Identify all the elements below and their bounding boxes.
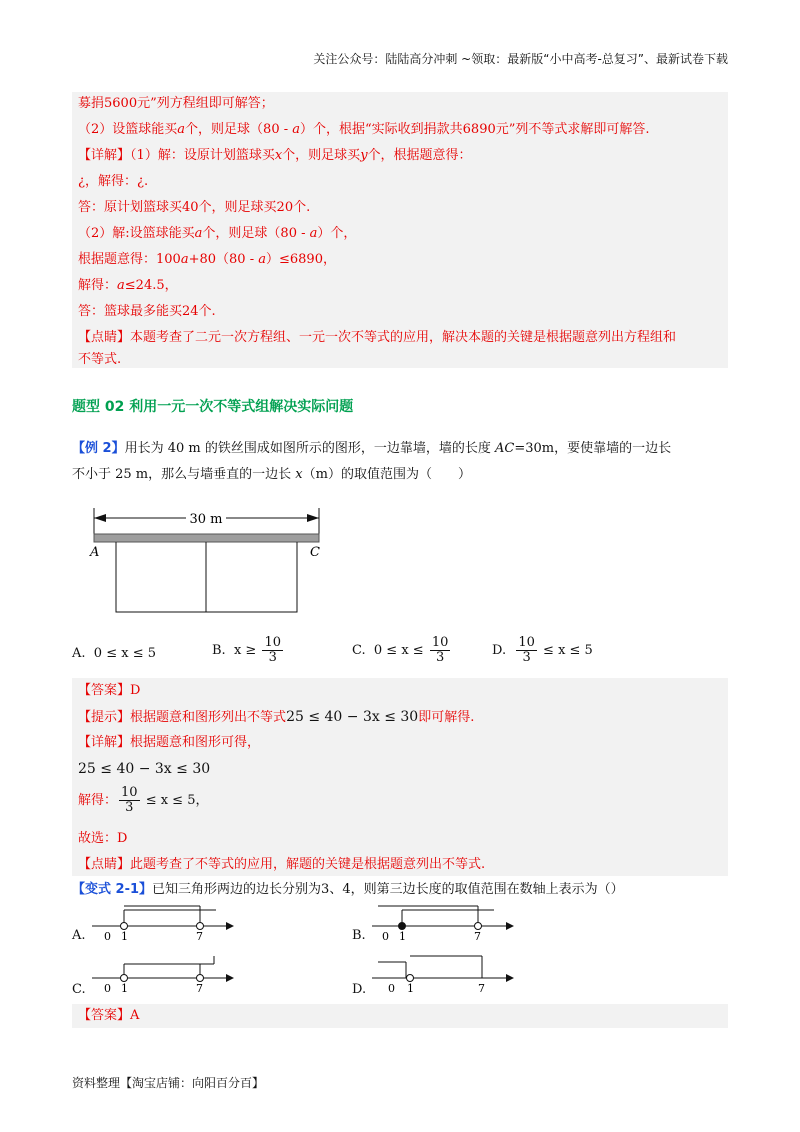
prev-comment-line bbox=[78, 329, 676, 347]
variant-line bbox=[72, 881, 624, 899]
number-line-b[interactable] bbox=[368, 904, 518, 944]
arrow-right-icon bbox=[506, 922, 514, 930]
detail-tag: 【详解】 bbox=[78, 735, 131, 750]
tick-7: 7 bbox=[478, 982, 485, 995]
text: 根据题意和图形可得， bbox=[130, 735, 261, 750]
hint-line bbox=[78, 708, 474, 727]
answer-tag-text: 答案 bbox=[91, 683, 118, 698]
arrow-right-icon bbox=[226, 974, 234, 982]
number-line-c[interactable] bbox=[88, 954, 238, 996]
option-letter: A. bbox=[72, 646, 86, 661]
fence-figure bbox=[86, 500, 336, 620]
denominator: 3 bbox=[268, 650, 277, 665]
section-title: 题型 02 利用一元一次不等式组解决实际问题 bbox=[72, 399, 354, 415]
var-a: a bbox=[117, 278, 125, 293]
text: 故选：D bbox=[78, 831, 128, 846]
option-c[interactable] bbox=[352, 636, 452, 665]
choose-line bbox=[78, 830, 127, 848]
text: +80（80 - bbox=[188, 252, 259, 267]
text: （1）解：设原计划篮球买 bbox=[130, 148, 275, 163]
answer-tag: 【答案】 bbox=[78, 683, 131, 698]
denominator: 3 bbox=[435, 650, 445, 665]
example-tag-text: 例 2 bbox=[85, 441, 112, 456]
numerator: 10 bbox=[518, 635, 535, 650]
var-x: x bbox=[295, 467, 303, 482]
var-ac: AC bbox=[495, 441, 515, 456]
text: ¿，解得：¿. bbox=[78, 174, 149, 189]
answer-line bbox=[78, 682, 140, 700]
hint-tag: 【提示】 bbox=[78, 710, 131, 725]
fraction bbox=[119, 786, 140, 815]
var-a: a bbox=[292, 122, 301, 137]
arrow-right-icon bbox=[307, 514, 319, 522]
inequality: 25 ≤ 40 − 3x ≤ 30 bbox=[78, 761, 211, 777]
fraction bbox=[516, 636, 537, 665]
comment-tag: 【点睛】 bbox=[78, 857, 131, 872]
text: ）个， bbox=[317, 226, 357, 241]
numerator: 10 bbox=[264, 635, 281, 650]
variant-option-b-label: B. bbox=[352, 928, 366, 943]
text: 答：原计划篮球买40个，则足球买20个. bbox=[78, 200, 311, 215]
arrow-left-icon bbox=[94, 514, 106, 522]
option-letter: B. bbox=[212, 643, 226, 658]
numerator: 10 bbox=[431, 635, 449, 650]
arrow-right-icon bbox=[506, 974, 514, 982]
hint-tag-text: 提示 bbox=[91, 710, 118, 725]
var-a: a bbox=[309, 226, 318, 241]
open-point-7 bbox=[197, 923, 204, 930]
example2-line-1 bbox=[72, 440, 671, 458]
variant-answer-block bbox=[72, 1004, 728, 1028]
text: 个，则足球（80 - bbox=[185, 122, 293, 137]
option-letter: D. bbox=[492, 643, 507, 658]
inequality-line bbox=[78, 760, 210, 778]
prev-line-5 bbox=[78, 199, 310, 217]
answer-comment-line bbox=[78, 856, 485, 874]
fraction bbox=[262, 636, 283, 665]
tick-1: 1 bbox=[121, 930, 128, 943]
option-expr: x ≥ bbox=[233, 643, 261, 658]
text: 个，则足球买 bbox=[282, 148, 361, 163]
text: 此题考查了不等式的应用，解题的关键是根据题意列出不等式. bbox=[130, 857, 486, 872]
label-c: C bbox=[310, 545, 320, 560]
prev-detail-line bbox=[78, 147, 472, 165]
tick-7: 7 bbox=[474, 930, 481, 943]
open-point-1 bbox=[121, 923, 128, 930]
variant-answer-line bbox=[78, 1007, 139, 1025]
prev-line-4 bbox=[78, 173, 148, 191]
text: 不等式. bbox=[78, 352, 122, 367]
tick-7: 7 bbox=[196, 982, 203, 995]
answer-tag: 【答案】 bbox=[78, 1008, 131, 1023]
var-a: a bbox=[177, 122, 186, 137]
var-x: x bbox=[274, 148, 283, 163]
text: 本题考查了二元一次方程组、一元一次不等式的应用，解决本题的关键是根据题意列出方程组和 bbox=[130, 330, 677, 345]
text: 个，则足球（80 - bbox=[202, 226, 310, 241]
example-tag: 【例 2】 bbox=[72, 441, 125, 456]
prev-comment-line-2 bbox=[78, 351, 121, 369]
prev-line-1 bbox=[78, 95, 274, 113]
var-a: a bbox=[194, 226, 203, 241]
detail-tag: 【详解】 bbox=[78, 148, 131, 163]
tick-1: 1 bbox=[407, 982, 414, 995]
open-point-7 bbox=[475, 923, 482, 930]
text: （2）设篮球能买 bbox=[78, 122, 178, 137]
option-expr: 0 ≤ x ≤ bbox=[373, 643, 428, 658]
text: 解得： bbox=[78, 793, 118, 808]
inequality: 25 ≤ 40 − 3x ≤ 30 bbox=[286, 709, 419, 725]
tick-0: 0 bbox=[388, 982, 395, 995]
tick-0: 0 bbox=[382, 930, 389, 943]
text: =30m，要使靠墙的一边长 bbox=[514, 441, 672, 456]
closed-point-1 bbox=[399, 923, 406, 930]
text: 根据题意得：100 bbox=[78, 252, 181, 267]
numerator: 10 bbox=[121, 785, 138, 800]
text: 答：篮球最多能买24个. bbox=[78, 304, 216, 319]
answer-value: A bbox=[130, 1008, 140, 1023]
option-expr: 0 ≤ x ≤ 5 bbox=[93, 646, 156, 661]
text: ）≤6890， bbox=[266, 252, 336, 267]
prev-line-7 bbox=[78, 251, 336, 269]
open-point-1 bbox=[407, 975, 414, 982]
detail-tag-text: 详解 bbox=[91, 148, 118, 163]
arrow-right-icon bbox=[226, 922, 234, 930]
comment-tag-text: 点睛 bbox=[91, 330, 118, 345]
prev-line-6 bbox=[78, 225, 356, 243]
fraction bbox=[430, 636, 451, 665]
prev-line-1-text: 募捐5600元”列方程组即可解答； bbox=[78, 96, 274, 111]
text: ≤24.5， bbox=[124, 278, 178, 293]
option-expr: ≤ x ≤ 5 bbox=[538, 643, 593, 658]
dimension-label: 30 m bbox=[189, 512, 223, 527]
page-footer: 资料整理【淘宝店铺：向阳百分百】 bbox=[72, 1076, 265, 1090]
text: ）个，根据“实际收到捐款共6890元”列不等式求解即可解答. bbox=[300, 122, 650, 137]
text: 不小于 25 m，那么与墙垂直的一边长 bbox=[72, 467, 296, 482]
text: ≤ x ≤ 5， bbox=[141, 793, 209, 808]
tick-1: 1 bbox=[121, 982, 128, 995]
var-a: a bbox=[258, 252, 266, 267]
text: 用长为 40 m 的铁丝围成如图所示的图形，一边靠墙，墙的长度 bbox=[124, 441, 496, 456]
option-b[interactable] bbox=[212, 636, 285, 665]
tick-7: 7 bbox=[196, 930, 203, 943]
text: 个，根据题意得： bbox=[367, 148, 472, 163]
denominator: 3 bbox=[522, 650, 531, 665]
tick-0: 0 bbox=[104, 930, 111, 943]
variant-option-d-label: D. bbox=[352, 982, 367, 997]
detail-tag-text: 详解 bbox=[91, 735, 118, 750]
text: 解得： bbox=[78, 278, 118, 293]
solve-line bbox=[78, 786, 208, 815]
text: （m）的取值范围为（ ） bbox=[302, 467, 471, 482]
number-line-a[interactable] bbox=[88, 904, 238, 944]
denominator: 3 bbox=[125, 800, 134, 815]
var-y: y bbox=[360, 148, 368, 163]
tick-0: 0 bbox=[104, 982, 111, 995]
var-a: a bbox=[180, 252, 189, 267]
page-header: 关注公众号：陆陆高分冲刺 ~领取：最新版“小中高考-总复习”、最新试卷下载 bbox=[313, 52, 728, 66]
open-point-7 bbox=[197, 975, 204, 982]
text: 即可解得. bbox=[418, 710, 475, 725]
comment-tag: 【点睛】 bbox=[78, 330, 131, 345]
prev-line-9 bbox=[78, 303, 216, 321]
answer-value: D bbox=[130, 683, 141, 698]
label-a: A bbox=[90, 545, 100, 560]
variant-tag: 【变式 2-1】 bbox=[72, 882, 153, 897]
wall bbox=[94, 534, 319, 542]
number-line-d[interactable] bbox=[368, 954, 518, 996]
answer-tag-text: 答案 bbox=[91, 1008, 118, 1023]
comment-tag-text: 点睛 bbox=[91, 857, 118, 872]
variant-tag-text: 变式 2-1 bbox=[85, 882, 140, 897]
option-d[interactable] bbox=[492, 636, 593, 665]
answer-detail-line bbox=[78, 734, 260, 752]
variant-option-c-label: C. bbox=[72, 982, 86, 997]
option-a[interactable] bbox=[72, 646, 156, 661]
text: 已知三角形两边的边长分别为3、4，则第三边长度的取值范围在数轴上表示为（） bbox=[152, 882, 624, 897]
option-letter: C. bbox=[352, 643, 366, 658]
example2-line-2 bbox=[72, 466, 471, 484]
text: 根据题意和图形列出不等式 bbox=[130, 710, 287, 725]
text: （2）解:设篮球能买 bbox=[78, 226, 195, 241]
prev-line-8 bbox=[78, 277, 178, 295]
open-point-1 bbox=[121, 975, 128, 982]
variant-option-a-label: A. bbox=[72, 928, 86, 943]
tick-1: 1 bbox=[399, 930, 406, 943]
prev-line-2 bbox=[78, 121, 650, 139]
